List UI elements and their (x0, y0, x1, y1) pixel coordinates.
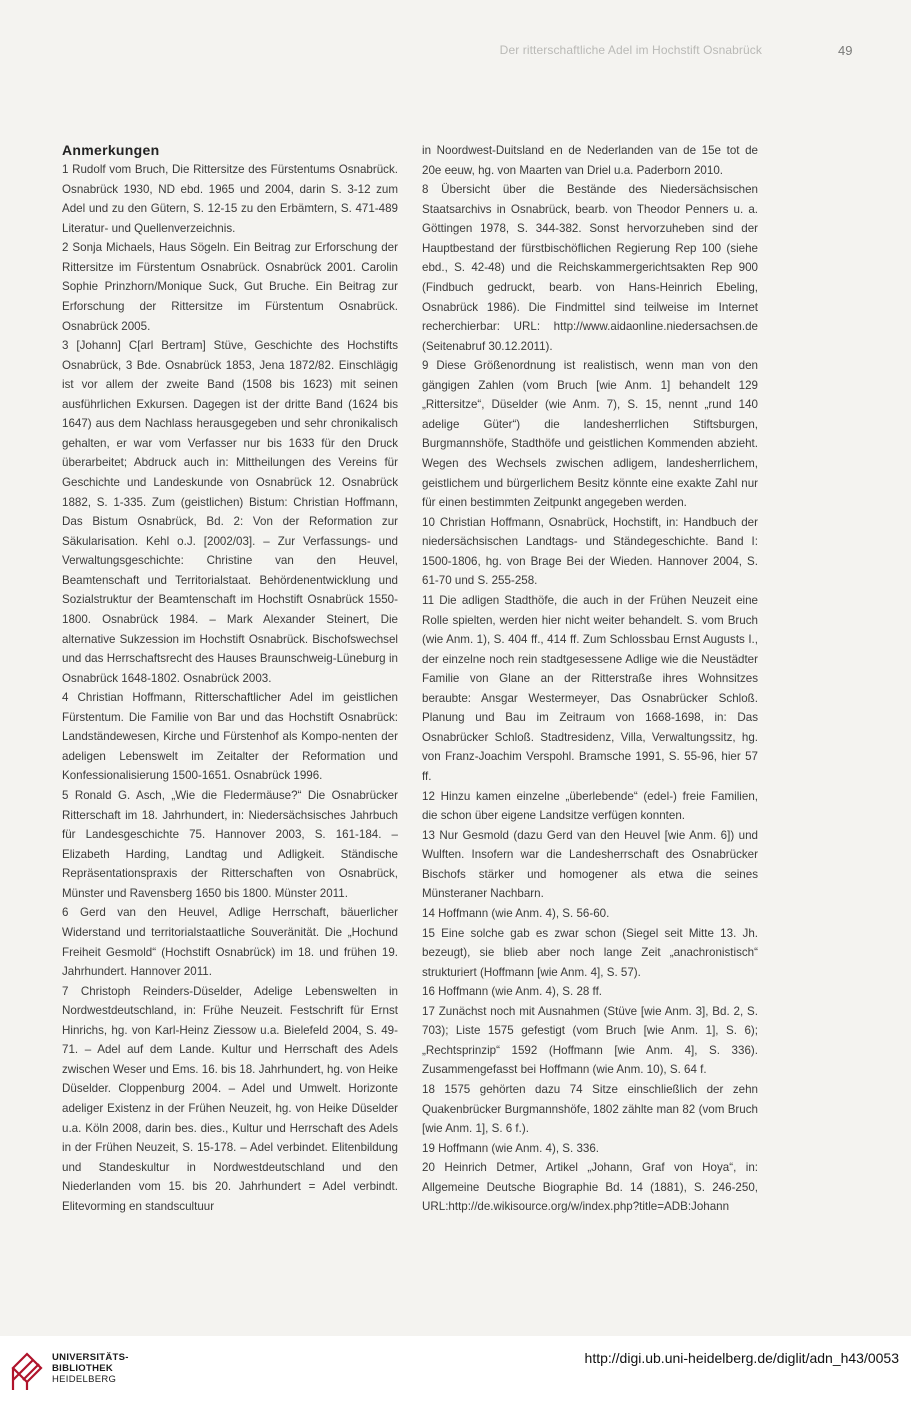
footnote: 16 Hoffmann (wie Anm. 4), S. 28 ff. (422, 985, 603, 999)
viewer-footer (0, 1336, 911, 1402)
footnote: 18 1575 gehörten dazu 74 Sitze einschließlich der zehn Quakenbrücker Burgmannshöfe, 1802 zählte man 82 (vom Bruch [wie Anm. 1], S. 6 f.). (422, 1083, 758, 1136)
running-head: Der ritterschaftliche Adel im Hochstift Osnabrück (499, 43, 762, 57)
footnote: 7 Christoph Reinders-Düselder, Adelige Lebenswelten in Nordwestdeutschland, in: Frühe Neuzeit. Festschrift für Ernst Hinrichs, hg. von Karl-Heinz Ziessow u.a. Bielefeld 2004, S. 49-71. – Adel auf dem Lande. Kultur und Herrschaft des Adels zwischen Weser und Ems. 16. bis 18. Jahrhundert, hg. von Heike Düselder. Cloppenburg 2004. – Adel und Umwelt. Horizonte adeliger Existenz in der Frühen Neuzeit, hg. von Heike Düselder u.a. Köln 2008, darin bes. dies., Kultur und Herrschaft des Adels in der Frühen Neuzeit, S. 15-178. – Adel verbindet. Elitenbildung und Standeskultur in Nordwestdeutschland und den Niederlanden vom 15. bis 20. Jahrhundert = Adel verbindt. Elitevorming en standscultuur (62, 984, 398, 1213)
footnote: 15 Eine solche gab es zwar schon (Siegel seit Mitte 13. Jh. bezeugt), sie blieb aber noch lange Zeit „anachronistisch“ strukturiert (Hoffmann [wie Anm. 4], S. 57). (422, 926, 758, 979)
footnote: 17 Zunächst noch mit Ausnahmen (Stüve [wie Anm. 3], Bd. 2, S. 703); Liste 1575 gefestigt (vom Bruch [wie Anm. 1], S. 6); „Rechtsprinzip“ 1592 (Hoffmann [wie Anm. 4], S. 336). Zusammengefasst bei Hoffmann (wie Anm. 10), S. 64 f. (422, 1004, 758, 1077)
footnote: 20 Heinrich Detmer, Artikel „Johann, Graf von Hoya“, in: Allgemeine Deutsche Biographie Bd. 14 (1881), S. 246-250, URL:http://de.wikisource.org/w/index.php?title=ADB:Johann (422, 1161, 758, 1214)
notes-column-right (422, 141, 758, 1217)
footnote: 2 Sonja Michaels, Haus Sögeln. Ein Beitrag zur Erforschung der Rittersitze im Fürstentum Osnabrück. Osnabrück 2001. Carolin Sophie Prinzhorn/Monique Suck, Gut Bruche. Ein Beitrag zur Erforschung der Rittersitze im Fürstentum Osnabrück. Osnabrück 2005. (62, 241, 398, 333)
footnote: 10 Christian Hoffmann, Osnabrück, Hochstift, in: Handbuch der niedersächsischen Landtags- und Ständegeschichte. Band I: 1500-1806, hg. von Brage Bei der Wieden. Hannover 2004, S. 61-70 und S. 255-258. (422, 515, 758, 588)
library-name (52, 1352, 129, 1385)
library-name-line1: UNIVERSITÄTS- (52, 1352, 129, 1363)
footnote: 9 Diese Größenordnung ist realistisch, wenn man von den gängigen Zahlen (vom Bruch [wie Anm. 1] behandelt 129 „Rittersitze“, Düselder (wie Anm. 7), S. 15, nennt „rund 140 adelige Güter“) die landesherrlichen Stiftsburgen, Burgmannshöfe, Stadthöfe und geistlichen Kommenden abzieht. Wegen des Wechsels zwischen adligem, landesherrlichem, geistlichem und bürgerlichem Besitz könnte eine exakte Zahl nur für einen bestimmten Zeitpunkt angegeben werden. (422, 359, 758, 510)
page-number: 49 (838, 43, 853, 58)
footnote-continuation: in Noordwest-Duitsland en de Nederlanden van de 15e tot de 20e eeuw, hg. von Maarten van Driel u.a. Paderborn 2010. (422, 144, 758, 177)
footnote: 19 Hoffmann (wie Anm. 4), S. 336. (422, 1141, 600, 1155)
library-name-line3: HEIDELBERG (52, 1374, 117, 1385)
footnote: 11 Die adligen Stadthöfe, die auch in der Frühen Neuzeit eine Rolle spielten, werden hier nicht weiter behandelt. S. vom Bruch (wie Anm. 1), S. 404 ff., 414 ff. Zum Schlossbau Ernst Augusts I., der einzelne noch rein stadtgesessene Adlige wie die Neustädter Familie von Glane an der Ritterstraße ihres Wohnsitzes beraubte: Ansgar Westermeyer, Das Osnabrücker Schloß. Planung und Bau im Zeitraum von 1668-1698, in: Das Osnabrücker Schloß. Stadtresidenz, Villa, Verwaltungssitz, hg. von Franz-Joachim Verspohl. Bramsche 1991, S. 55-96, hier 57 ff. (422, 593, 758, 783)
footnote: 6 Gerd van den Heuvel, Adlige Herrschaft, bäuerlicher Widerstand und territorialstaatliche Souveränität. Die „Hochund Freiheit Gesmold“ (Hochstift Osnabrück) im 18. und frühen 19. Jahrhundert. Hannover 2011. (62, 906, 398, 979)
footnote: 3 [Johann] C[arl Bertram] Stüve, Geschichte des Hochstifts Osnabrück, 3 Bde. Osnabrück 1853, Jena 1872/82. Einschlägig ist vor allem der zweite Band (1508 bis 1623) mit seinen ausführlichen Exkursen. Dagegen ist der dritte Band (1624 bis 1647) aus dem Nachlass herausgegeben und sehr chronikalisch gehalten, er war vom Verfasser nur bis 1633 für den Druck überarbeitet; Abdruck auch in: Mittheilungen des Vereins für Geschichte und Landeskunde von Osnabrück 12. Osnabrück 1882, S. 1-335. Zum (geistlichen) Bistum: Christian Hoffmann, Das Bistum Osnabrück, Bd. 2: Von der Reformation zur Säkularisation. Kehl o.J. [2002/03]. – Zur Verfassungs- und Verwaltungsgeschichte: Christine van den Heuvel, Beamtenschaft und Territorialstaat. Behördenentwicklung und Sozialstruktur der Beamtenschaft im Hochstift Osnabrück 1550-1800. Osnabrück 1984. – Mark Alexander Steinert, Die alternative Sukzession im Hochstift Osnabrück. Bischofswechsel und das Herrschaftsrecht des Hauses Braunschweig-Lüneburg in Osnabrück 1648-1802. Osnabrück 2003. (62, 339, 398, 685)
library-name-line2: BIBLIOTHEK (52, 1363, 114, 1374)
source-url[interactable]: http://digi.ub.uni-heidelberg.de/diglit/adn_h43/0053 (584, 1350, 899, 1366)
footnote: 5 Ronald G. Asch, „Wie die Fledermäuse?“ Die Osnabrücker Ritterschaft im 18. Jahrhundert, in: Niedersächsisches Jahrbuch für Landesgeschichte 75. Hannover 2003, S. 161-184. – Elizabeth Harding, Landtag und Adligkeit. Ständische Repräsentationspraxis der Ritterschaften von Osnabrück, Münster und Ravensberg 1650 bis 1800. Münster 2011. (62, 789, 398, 900)
footnote: 13 Nur Gesmold (dazu Gerd van den Heuvel [wie Anm. 6]) und Wulften. Insofern war die Landesherrschaft des Osnabrücker Bischofs stärker und homogener als etwa die seines Münsteraner Nachbarn. (422, 828, 758, 901)
footnote: 8 Übersicht über die Bestände des Niedersächsischen Staatsarchivs in Osnabrück, bearb. von Theodor Penners u. a. Göttingen 1978, S. 344-382. Sonst hervorzuheben sind der Hauptbestand der fürstbischöflichen Regierung Rep 100 (siehe ebd., S. 42-48) und die Reichskammergerichtsakten Rep 900 (Findbuch gedruckt, bearb. von Hans-Heinrich Ebeling, Osnabrück 1986). Die Findmittel sind teilweise im Internet recherchierbar: URL: http://www.aidaonline.niedersachsen.de (Seitenabruf 30.12.2011). (422, 183, 758, 353)
footnote: 14 Hoffmann (wie Anm. 4), S. 56-60. (422, 906, 610, 920)
notes-column-left (62, 141, 398, 1216)
footnote: 4 Christian Hoffmann, Ritterschaftlicher Adel im geistlichen Fürstentum. Die Familie von Bar und das Hochstift Osnabrück: Landständewesen, Kirche und Fürstenhof als Kompo-nenten der adeligen Lebenswelt im Zeitalter der Reformation und Konfessionalisierung 1500-1651. Osnabrück 1996. (62, 691, 398, 783)
footnote: 1 Rudolf vom Bruch, Die Rittersitze des Fürstentums Osnabrück. Osnabrück 1930, ND ebd. 1965 und 2004, darin S. 3-12 zum Adel und zu den Gütern, S. 12-15 zu den Erbämtern, S. 471-489 Literatur- und Quellenverzeichnis. (62, 163, 398, 235)
footnote: 12 Hinzu kamen einzelne „überlebende“ (edel-) freie Familien, die schon über eigene Landsitze verfügen konnten. (422, 789, 758, 823)
section-heading: Anmerkungen (62, 142, 160, 158)
library-logo-icon (10, 1346, 44, 1392)
